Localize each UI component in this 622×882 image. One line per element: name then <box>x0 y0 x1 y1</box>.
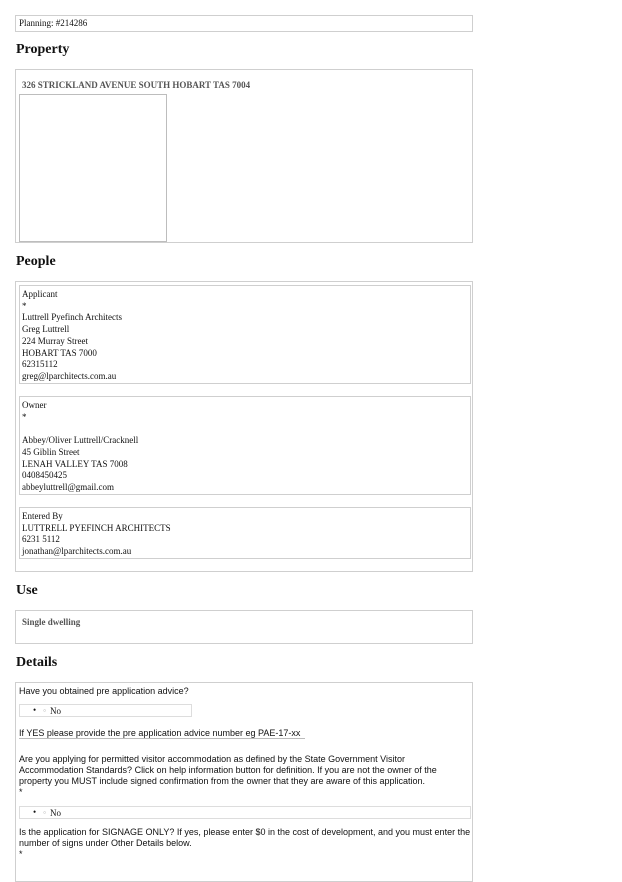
use-value: Single dwelling <box>22 617 81 627</box>
owner-phone: 0408450425 <box>22 470 67 481</box>
applicant-details <box>22 289 122 383</box>
applicant-street: 224 Murray Street <box>22 335 88 346</box>
entered-by-email: jonathan@lparchitects.com.au <box>22 546 132 557</box>
applicant-email: greg@lparchitects.com.au <box>22 370 117 381</box>
entered-by-details <box>22 511 171 558</box>
q1-followup-label: If YES please provide the pre application advice number eg PAE-17-xx <box>19 728 301 738</box>
details-panel <box>15 682 473 882</box>
q3-required-marker: * <box>19 849 23 859</box>
q1-bullet: • <box>33 705 37 715</box>
use-heading: Use <box>16 583 38 598</box>
q2-line-1: Are you applying for permitted visitor accommodation as defined by the State Government Visitor <box>19 754 406 764</box>
q3-line-2: number of signs under Other Details below. <box>19 838 192 848</box>
radio-icon[interactable]: ○ <box>43 811 47 816</box>
q1-answer-box <box>19 704 192 717</box>
q2-answer: No <box>50 808 61 818</box>
q2-required-marker: * <box>19 787 23 797</box>
owner-card <box>19 396 471 495</box>
applicant-phone: 62315112 <box>22 359 58 370</box>
entered-by-card <box>19 507 471 559</box>
q2-bullet: • <box>33 807 37 817</box>
q2-answer-box <box>19 806 471 819</box>
entered-by-phone: 6231 5112 <box>22 534 60 545</box>
entered-by-company: LUTTRELL PYEFINCH ARCHITECTS <box>22 522 171 533</box>
owner-email: abbeyluttrell@gmail.com <box>22 481 115 492</box>
owner-street: 45 Giblin Street <box>22 446 80 457</box>
owner-required-marker: * <box>22 411 27 422</box>
radio-icon[interactable]: ○ <box>43 709 47 714</box>
owner-city: LENAH VALLEY TAS 7008 <box>22 458 128 469</box>
applicant-company: Luttrell Pyefinch Architects <box>22 312 122 323</box>
planning-header-box <box>15 15 473 32</box>
entered-by-role: Entered By <box>22 511 63 521</box>
applicant-card <box>19 285 471 384</box>
applicant-name: Greg Luttrell <box>22 324 70 335</box>
owner-name: Abbey/Oliver Luttrell/Cracknell <box>22 435 139 446</box>
property-address: 326 STRICKLAND AVENUE SOUTH HOBART TAS 7004 <box>22 80 251 90</box>
applicant-city: HOBART TAS 7000 <box>22 347 97 358</box>
q3-line-1: Is the application for SIGNAGE ONLY? If yes, please enter $0 in the cost of development, and you must enter the <box>19 827 471 837</box>
owner-role: Owner <box>22 400 47 410</box>
q1-label: Have you obtained pre application advice? <box>19 686 189 696</box>
q2-line-3: property you MUST include signed confirmation from the owner that they are aware of this application. <box>19 776 426 786</box>
q1-answer: No <box>50 706 61 716</box>
people-panel <box>15 281 473 572</box>
q2-question <box>19 754 437 798</box>
q1-followup-input[interactable] <box>19 737 305 739</box>
applicant-required-marker: * <box>22 300 27 311</box>
property-heading: Property <box>16 42 70 57</box>
q2-line-2: Accommodation Standards? Click on help information button for definition. If you are not the owner of the <box>19 765 437 775</box>
property-map-frame <box>19 94 167 242</box>
applicant-role: Applicant <box>22 289 58 299</box>
owner-details <box>22 400 138 494</box>
details-heading: Details <box>16 655 58 670</box>
people-heading: People <box>16 254 56 269</box>
property-panel <box>15 69 473 243</box>
q3-question <box>19 827 470 860</box>
use-panel <box>15 610 473 644</box>
planning-label: Planning: #214286 <box>19 18 88 28</box>
